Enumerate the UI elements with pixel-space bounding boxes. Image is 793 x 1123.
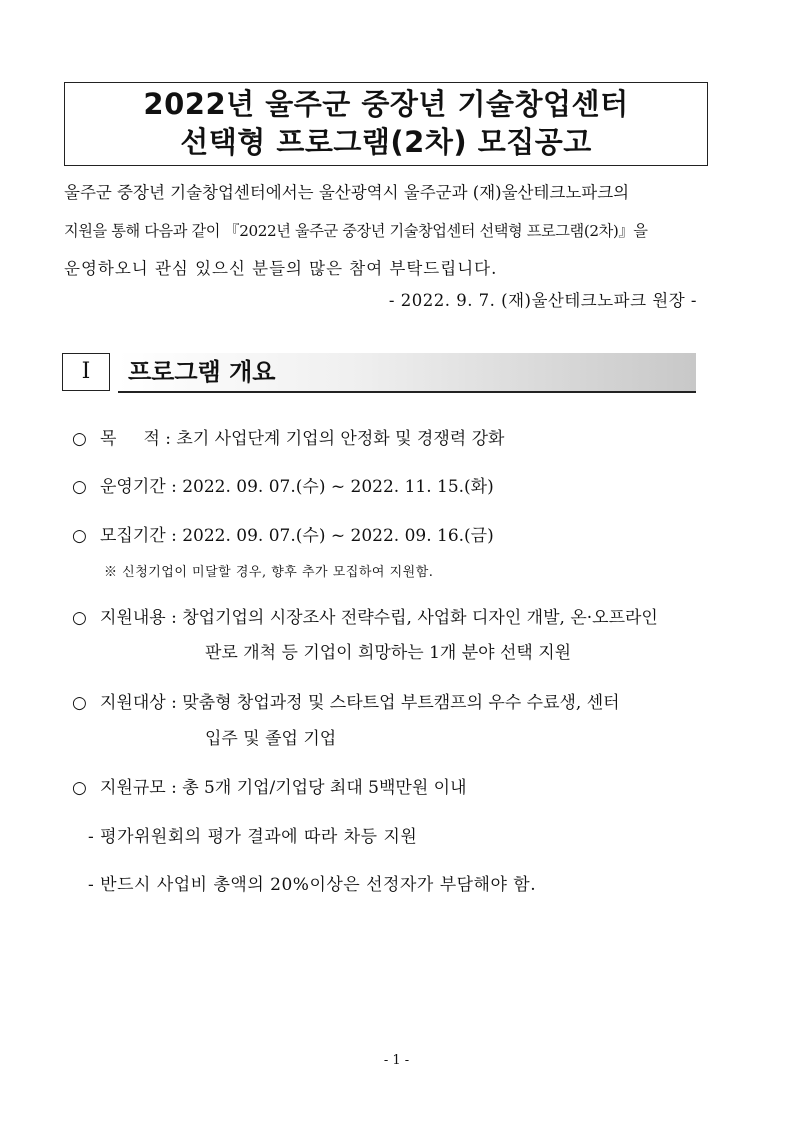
list-item-support-target [72, 688, 620, 713]
circle-bullet-icon: ○ [72, 526, 87, 546]
section-header-bar [118, 353, 696, 393]
intro-line-2: 지원을 통해 다음과 같이 『2022년 울주군 중장년 기술창업센터 선택형 프로그램(2차)』을 [64, 222, 648, 240]
circle-bullet-icon: ○ [72, 429, 87, 449]
intro-line-3: 운영하오니 관심 있으신 분들의 많은 참여 부탁드립니다. [64, 259, 498, 278]
section-number: I [62, 353, 110, 391]
document-title-line-2: 선택형 프로그램(2차) 모집공고 [180, 125, 592, 159]
list-item-recruitment-period [72, 521, 494, 546]
title-box [64, 82, 708, 166]
dash-item: - 반드시 사업비 총액의 20%이상은 선정자가 부담해야 함. [88, 875, 537, 895]
intro-line-1: 울주군 중장년 기술창업센터에서는 울산광역시 울주군과 (재)울산테크노파크의 [64, 183, 630, 202]
circle-bullet-icon: ○ [72, 608, 87, 628]
list-item-operation-period [72, 472, 494, 497]
list-item-support-content [72, 603, 658, 628]
list-item-text: 지원대상 : 맞춤형 창업과정 및 스타트업 부트캠프의 우수 수료생, 센터 [100, 693, 620, 713]
list-item-continuation: 판로 개척 등 기업이 희망하는 1개 분야 선택 지원 [205, 643, 572, 663]
circle-bullet-icon: ○ [72, 693, 87, 713]
list-item-text: 모집기간 : 2022. 09. 07.(수) ~ 2022. 09. 16.(금) [100, 526, 494, 546]
list-item-text: 지원규모 : 총 5개 기업/기업당 최대 5백만원 이내 [100, 778, 467, 798]
dash-item: - 평가위원회의 평가 결과에 따라 차등 지원 [88, 827, 418, 847]
document-title-line-1: 2022년 울주군 중장년 기술창업센터 [143, 87, 629, 121]
list-item-text: 목 적 : 초기 사업단계 기업의 안정화 및 경쟁력 강화 [100, 429, 505, 449]
page-number: - 1 - [383, 1053, 410, 1068]
issuer-dateline: - 2022. 9. 7. (재)울산테크노파크 원장 - [388, 291, 697, 310]
list-item-text: 지원내용 : 창업기업의 시장조사 전략수립, 사업화 디자인 개발, 온·오프라인 [100, 608, 658, 628]
circle-bullet-icon: ○ [72, 778, 87, 798]
list-item-continuation: 입주 및 졸업 기업 [205, 729, 337, 749]
list-item-support-scale [72, 773, 467, 798]
list-item-purpose [72, 424, 504, 449]
section-title: 프로그램 개요 [128, 358, 276, 386]
note-text: ※ 신청기업이 미달할 경우, 향후 추가 모집하여 지원함. [104, 565, 434, 580]
list-item-text: 운영기간 : 2022. 09. 07.(수) ~ 2022. 11. 15.(화) [100, 477, 494, 497]
circle-bullet-icon: ○ [72, 477, 87, 497]
